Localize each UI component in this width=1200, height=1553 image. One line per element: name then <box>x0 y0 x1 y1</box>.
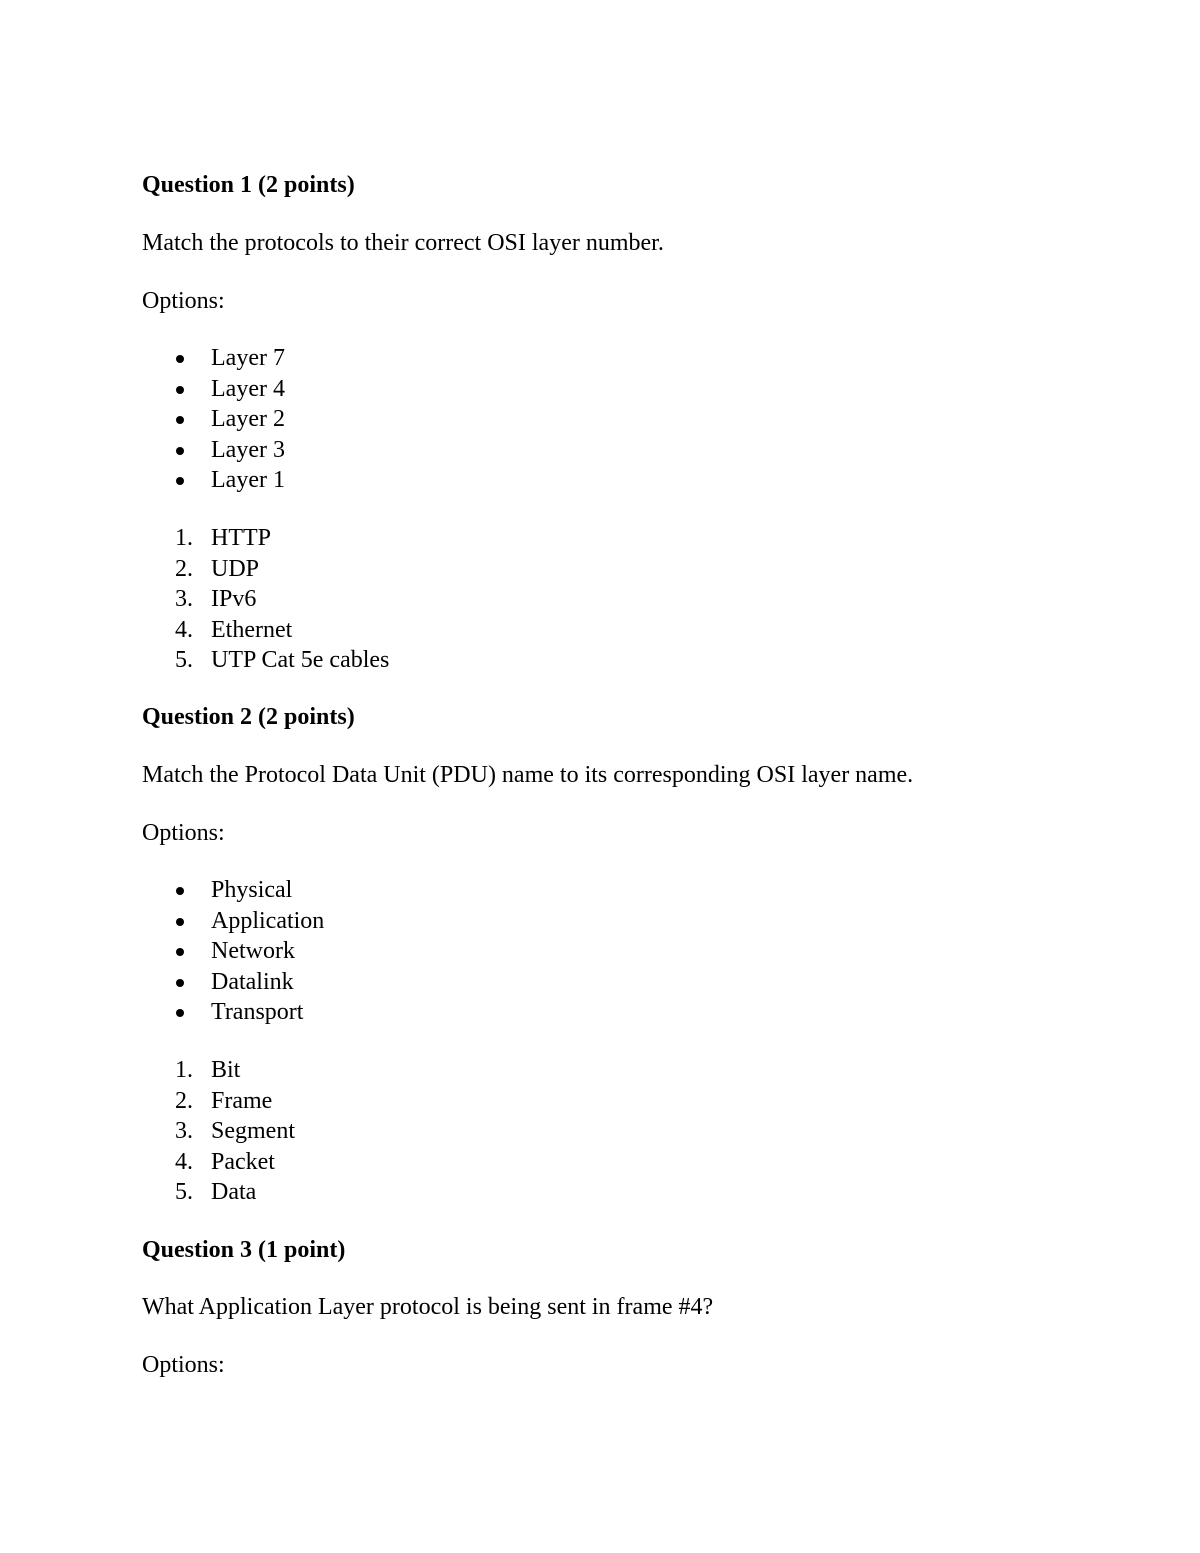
item-text: IPv6 <box>211 586 257 612</box>
bullet-item <box>142 435 285 466</box>
item-number: 3. <box>175 586 193 612</box>
bullet-item <box>142 875 324 906</box>
question-1-numbered-list <box>142 523 389 676</box>
numbered-item <box>142 1116 295 1147</box>
bullet-item <box>142 343 285 374</box>
numbered-item <box>142 1147 295 1178</box>
question-1-title: Question 1 (2 points) <box>142 172 355 198</box>
bullet-text: Layer 2 <box>211 406 285 432</box>
item-text: Ethernet <box>211 616 293 643</box>
bullet-icon <box>176 1009 184 1017</box>
question-1-bullet-list <box>142 343 285 496</box>
bullet-text: Application <box>211 907 325 934</box>
bullet-icon <box>176 477 184 485</box>
question-1-options-label: Options: <box>142 288 225 314</box>
question-3-prompt: What Application Layer protocol is being sent in frame #4? <box>142 1294 714 1320</box>
numbered-item <box>142 1177 295 1208</box>
item-number: 3. <box>175 1118 193 1144</box>
question-1-prompt: Match the protocols to their correct OSI layer number. <box>142 230 664 256</box>
bullet-icon <box>176 447 184 455</box>
bullet-text: Datalink <box>211 968 294 995</box>
bullet-icon <box>176 887 184 895</box>
item-number: 2. <box>175 1087 193 1114</box>
bullet-item <box>142 997 324 1028</box>
bullet-item <box>142 967 324 998</box>
item-number: 5. <box>175 1179 193 1205</box>
item-number: 4. <box>175 1148 193 1175</box>
question-2-prompt: Match the Protocol Data Unit (PDU) name to its corresponding OSI layer name. <box>142 762 914 788</box>
bullet-text: Physical <box>211 877 293 903</box>
bullet-item <box>142 374 285 405</box>
bullet-icon <box>176 918 184 926</box>
item-number: 2. <box>175 555 193 582</box>
bullet-icon <box>176 416 184 424</box>
bullet-item <box>142 404 285 435</box>
numbered-item <box>142 523 389 554</box>
item-text: Data <box>211 1179 257 1205</box>
question-3-options-label: Options: <box>142 1352 225 1378</box>
item-text: Segment <box>211 1118 295 1144</box>
numbered-item <box>142 554 389 585</box>
item-number: 1. <box>175 525 193 551</box>
bullet-text: Layer 4 <box>211 375 285 402</box>
bullet-icon <box>176 948 184 956</box>
bullet-item <box>142 465 285 496</box>
question-3-title: Question 3 (1 point) <box>142 1237 346 1263</box>
item-text: HTTP <box>211 525 271 551</box>
bullet-text: Network <box>211 938 295 964</box>
item-text: Packet <box>211 1148 275 1175</box>
bullet-icon <box>176 979 184 987</box>
bullet-text: Layer 7 <box>211 345 285 371</box>
question-2-title: Question 2 (2 points) <box>142 704 355 730</box>
numbered-item <box>142 645 389 676</box>
question-2-options-label: Options: <box>142 820 225 846</box>
numbered-item <box>142 584 389 615</box>
item-text: UTP Cat 5e cables <box>211 647 390 673</box>
bullet-item <box>142 936 324 967</box>
question-2-numbered-list <box>142 1055 295 1208</box>
bullet-icon <box>176 355 184 363</box>
bullet-text: Layer 1 <box>211 467 285 493</box>
bullet-text: Transport <box>211 999 304 1025</box>
item-text: Frame <box>211 1087 273 1114</box>
numbered-item <box>142 615 389 646</box>
bullet-text: Layer 3 <box>211 436 285 463</box>
item-text: UDP <box>211 555 260 582</box>
question-2-bullet-list <box>142 875 324 1028</box>
numbered-item <box>142 1086 295 1117</box>
item-number: 1. <box>175 1057 193 1083</box>
bullet-item <box>142 906 324 937</box>
numbered-item <box>142 1055 295 1086</box>
item-number: 5. <box>175 647 193 673</box>
item-text: Bit <box>211 1057 241 1083</box>
bullet-icon <box>176 386 184 394</box>
item-number: 4. <box>175 616 193 643</box>
